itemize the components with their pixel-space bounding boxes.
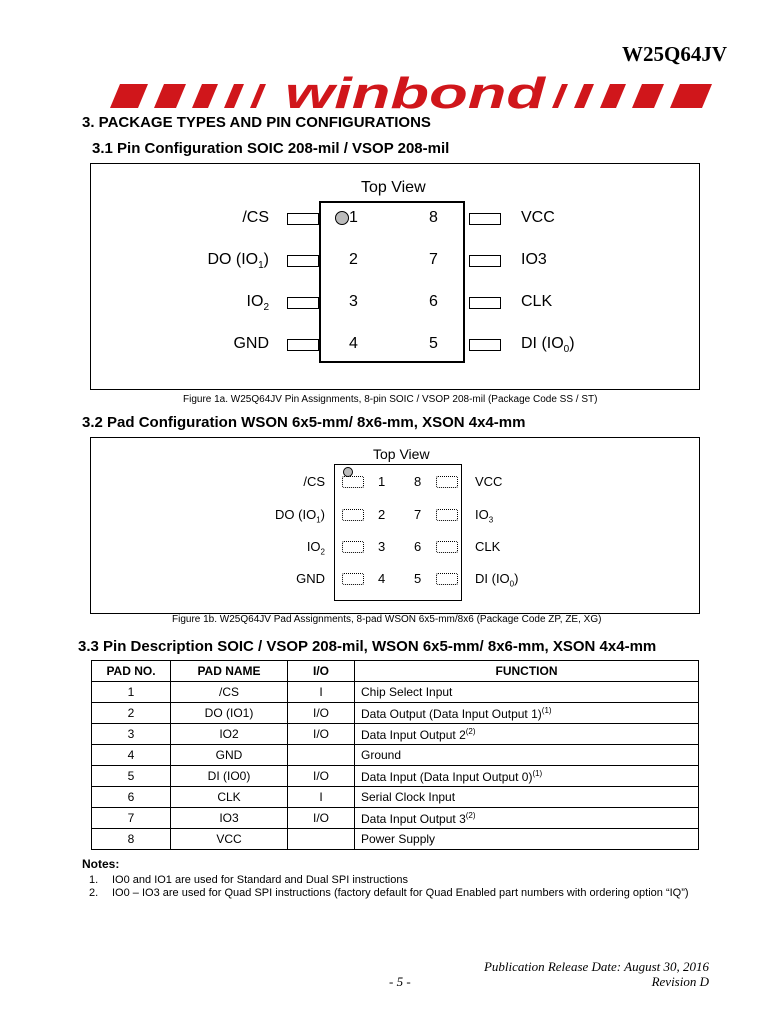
soic-right-pin bbox=[469, 213, 501, 225]
pad-name-cell: DI (IO0) bbox=[171, 766, 288, 787]
wson-pad-diagram bbox=[90, 437, 700, 614]
wson-right-pad-number: 6 bbox=[414, 539, 422, 554]
wson-right-pad-label: CLK bbox=[475, 539, 501, 554]
pin1-marker-icon bbox=[335, 211, 349, 225]
pad-number-cell: 5 bbox=[92, 766, 171, 787]
wson-left-pad-label: /CS bbox=[303, 474, 325, 489]
table-row bbox=[92, 724, 699, 745]
pad-name-cell: GND bbox=[171, 745, 288, 766]
wson-left-pad-number: 2 bbox=[378, 507, 386, 522]
pad-name-cell: IO2 bbox=[171, 724, 288, 745]
pad-name-cell: VCC bbox=[171, 829, 288, 850]
pad-name-cell: CLK bbox=[171, 787, 288, 808]
io-cell: I/O bbox=[288, 703, 355, 724]
io-cell: I bbox=[288, 682, 355, 703]
revision: Revision D bbox=[651, 974, 709, 989]
notes-title: Notes: bbox=[82, 857, 120, 871]
soic-right-pin-label: VCC bbox=[521, 209, 555, 226]
pin-description-table bbox=[91, 660, 699, 850]
table-row bbox=[92, 766, 699, 787]
section-3-2-title: 3.2 Pad Configuration WSON 6x5-mm/ 8x6-mm, XSON 4x4-mm bbox=[82, 414, 526, 431]
pad-number-cell: 7 bbox=[92, 808, 171, 829]
wson-left-pad bbox=[342, 509, 364, 521]
soic-left-pin-label: $IO_2$ bbox=[246, 293, 269, 314]
wson-left-pad-number: 4 bbox=[378, 571, 386, 586]
table-header-row bbox=[92, 661, 699, 682]
wson-right-pad bbox=[436, 509, 458, 521]
soic-left-pin bbox=[287, 255, 319, 267]
table-row bbox=[92, 808, 699, 829]
table-row bbox=[92, 745, 699, 766]
wson-right-pad-number: 5 bbox=[414, 571, 422, 586]
soic-left-pin-number: 3 bbox=[349, 293, 358, 310]
soic-pin-diagram bbox=[90, 163, 700, 390]
figure-1b-caption: Figure 1b. W25Q64JV Pad Assignments, 8-pad WSON 6x5-mm/8x6 (Package Code ZP, ZE, XG) bbox=[172, 614, 602, 625]
page-number: - 5 - bbox=[389, 974, 411, 989]
soic-left-pin bbox=[287, 297, 319, 309]
soic-left-pin-label: GND bbox=[233, 335, 269, 352]
wson-left-pad-number: 3 bbox=[378, 539, 386, 554]
publication-release-date: Publication Release Date: August 30, 2016 bbox=[483, 959, 709, 974]
pad-name-cell: /CS bbox=[171, 682, 288, 703]
wson-left-pad bbox=[342, 573, 364, 585]
header-pad-no: PAD NO. bbox=[92, 661, 171, 682]
figure-1a-caption: Figure 1a. W25Q64JV Pin Assignments, 8-pin SOIC / VSOP 208-mil (Package Code SS / ST) bbox=[183, 394, 598, 405]
function-cell: Data Input Output 2$^{(2)}$ bbox=[355, 724, 699, 745]
pad-number-cell: 2 bbox=[92, 703, 171, 724]
wson-left-pad-label: DO $(IO_1)$ bbox=[275, 507, 325, 525]
header-io: I/O bbox=[288, 661, 355, 682]
soic-right-pin bbox=[469, 339, 501, 351]
soic-right-pin-number: 5 bbox=[429, 335, 438, 352]
pad-number-cell: 6 bbox=[92, 787, 171, 808]
wson-left-pad-number: 1 bbox=[378, 474, 386, 489]
soic-left-pin-label: DO $(IO_1)$ bbox=[207, 251, 269, 272]
io-cell: I/O bbox=[288, 724, 355, 745]
function-cell: Data Input (Data Input Output 0)$^{(1)}$ bbox=[355, 766, 699, 787]
wson-left-pad bbox=[342, 476, 364, 488]
function-cell: Data Output (Data Input Output 1)$^{(1)}$ bbox=[355, 703, 699, 724]
function-cell: Data Input Output 3$^{(2)}$ bbox=[355, 808, 699, 829]
header-function: FUNCTION bbox=[355, 661, 699, 682]
soic-right-pin-label: IO3 bbox=[521, 251, 547, 268]
io-cell: I/O bbox=[288, 766, 355, 787]
function-cell: Serial Clock Input bbox=[355, 787, 699, 808]
function-cell: Power Supply bbox=[355, 829, 699, 850]
pad-name-cell: DO (IO1) bbox=[171, 703, 288, 724]
soic-right-pin-label: CLK bbox=[521, 293, 553, 310]
soic-right-pin bbox=[469, 255, 501, 267]
pad-number-cell: 8 bbox=[92, 829, 171, 850]
soic-right-pin bbox=[469, 297, 501, 309]
soic-right-pin-number: 8 bbox=[429, 209, 438, 226]
soic-chip-body bbox=[319, 201, 465, 363]
io-cell bbox=[288, 745, 355, 766]
wson-right-pad-label: $IO_3$ bbox=[475, 507, 494, 525]
winbond-logo bbox=[100, 72, 730, 112]
table-row bbox=[92, 682, 699, 703]
soic-top-view-label: Top View bbox=[361, 179, 426, 196]
wson-right-pad bbox=[436, 541, 458, 553]
section-3-3-title: 3.3 Pin Description SOIC / VSOP 208-mil, WSON 6x5-mm/ 8x6-mm, XSON 4x4-mm bbox=[78, 638, 657, 655]
wson-left-pad-label: GND bbox=[296, 571, 325, 586]
io-cell bbox=[288, 829, 355, 850]
io-cell: I/O bbox=[288, 808, 355, 829]
soic-left-pin-number: 1 bbox=[349, 209, 358, 226]
section-3-title: 3. PACKAGE TYPES AND PIN CONFIGURATIONS bbox=[82, 114, 431, 131]
soic-right-pin-label: DI $(IO_0)$ bbox=[521, 335, 575, 356]
wson-right-pad-number: 8 bbox=[414, 474, 422, 489]
pad-number-cell: 1 bbox=[92, 682, 171, 703]
note-2 bbox=[89, 887, 689, 899]
wson-left-pad-label: $IO_2$ bbox=[306, 539, 325, 557]
soic-left-pin-number: 4 bbox=[349, 335, 358, 352]
table-row bbox=[92, 787, 699, 808]
header-pad-name: PAD NAME bbox=[171, 661, 288, 682]
wson-right-pad bbox=[436, 573, 458, 585]
soic-right-pin-number: 6 bbox=[429, 293, 438, 310]
brand-wordmark: winbond bbox=[285, 72, 547, 112]
pad-number-cell: 3 bbox=[92, 724, 171, 745]
wson-right-pad-number: 7 bbox=[414, 507, 422, 522]
note-1 bbox=[89, 874, 408, 886]
soic-right-pin-number: 7 bbox=[429, 251, 438, 268]
table-row bbox=[92, 703, 699, 724]
pad-name-cell: IO3 bbox=[171, 808, 288, 829]
soic-left-pin bbox=[287, 213, 319, 225]
note-number: 1. bbox=[89, 874, 99, 886]
wson-right-pad-label: VCC bbox=[475, 474, 503, 489]
note-number: 2. bbox=[89, 887, 99, 899]
wson-right-pad bbox=[436, 476, 458, 488]
pad-number-cell: 4 bbox=[92, 745, 171, 766]
wson-left-pad bbox=[342, 541, 364, 553]
soic-left-pin-number: 2 bbox=[349, 251, 358, 268]
function-cell: Chip Select Input bbox=[355, 682, 699, 703]
function-cell: Ground bbox=[355, 745, 699, 766]
soic-left-pin bbox=[287, 339, 319, 351]
table-row bbox=[92, 829, 699, 850]
wson-right-pad-label: DI $(IO_0)$ bbox=[475, 571, 519, 589]
part-number: W25Q64JV bbox=[622, 42, 727, 66]
soic-left-pin-label: /CS bbox=[242, 209, 269, 226]
note-text: IO0 – IO3 are used for Quad SPI instructions (factory default for Quad Enabled part numbers with ordering option “IQ”) bbox=[112, 887, 689, 899]
wson-top-view-label: Top View bbox=[373, 446, 430, 462]
note-text: IO0 and IO1 are used for Standard and Dual SPI instructions bbox=[112, 874, 408, 886]
io-cell: I bbox=[288, 787, 355, 808]
section-3-1-title: 3.1 Pin Configuration SOIC 208-mil / VSOP 208-mil bbox=[92, 140, 450, 157]
